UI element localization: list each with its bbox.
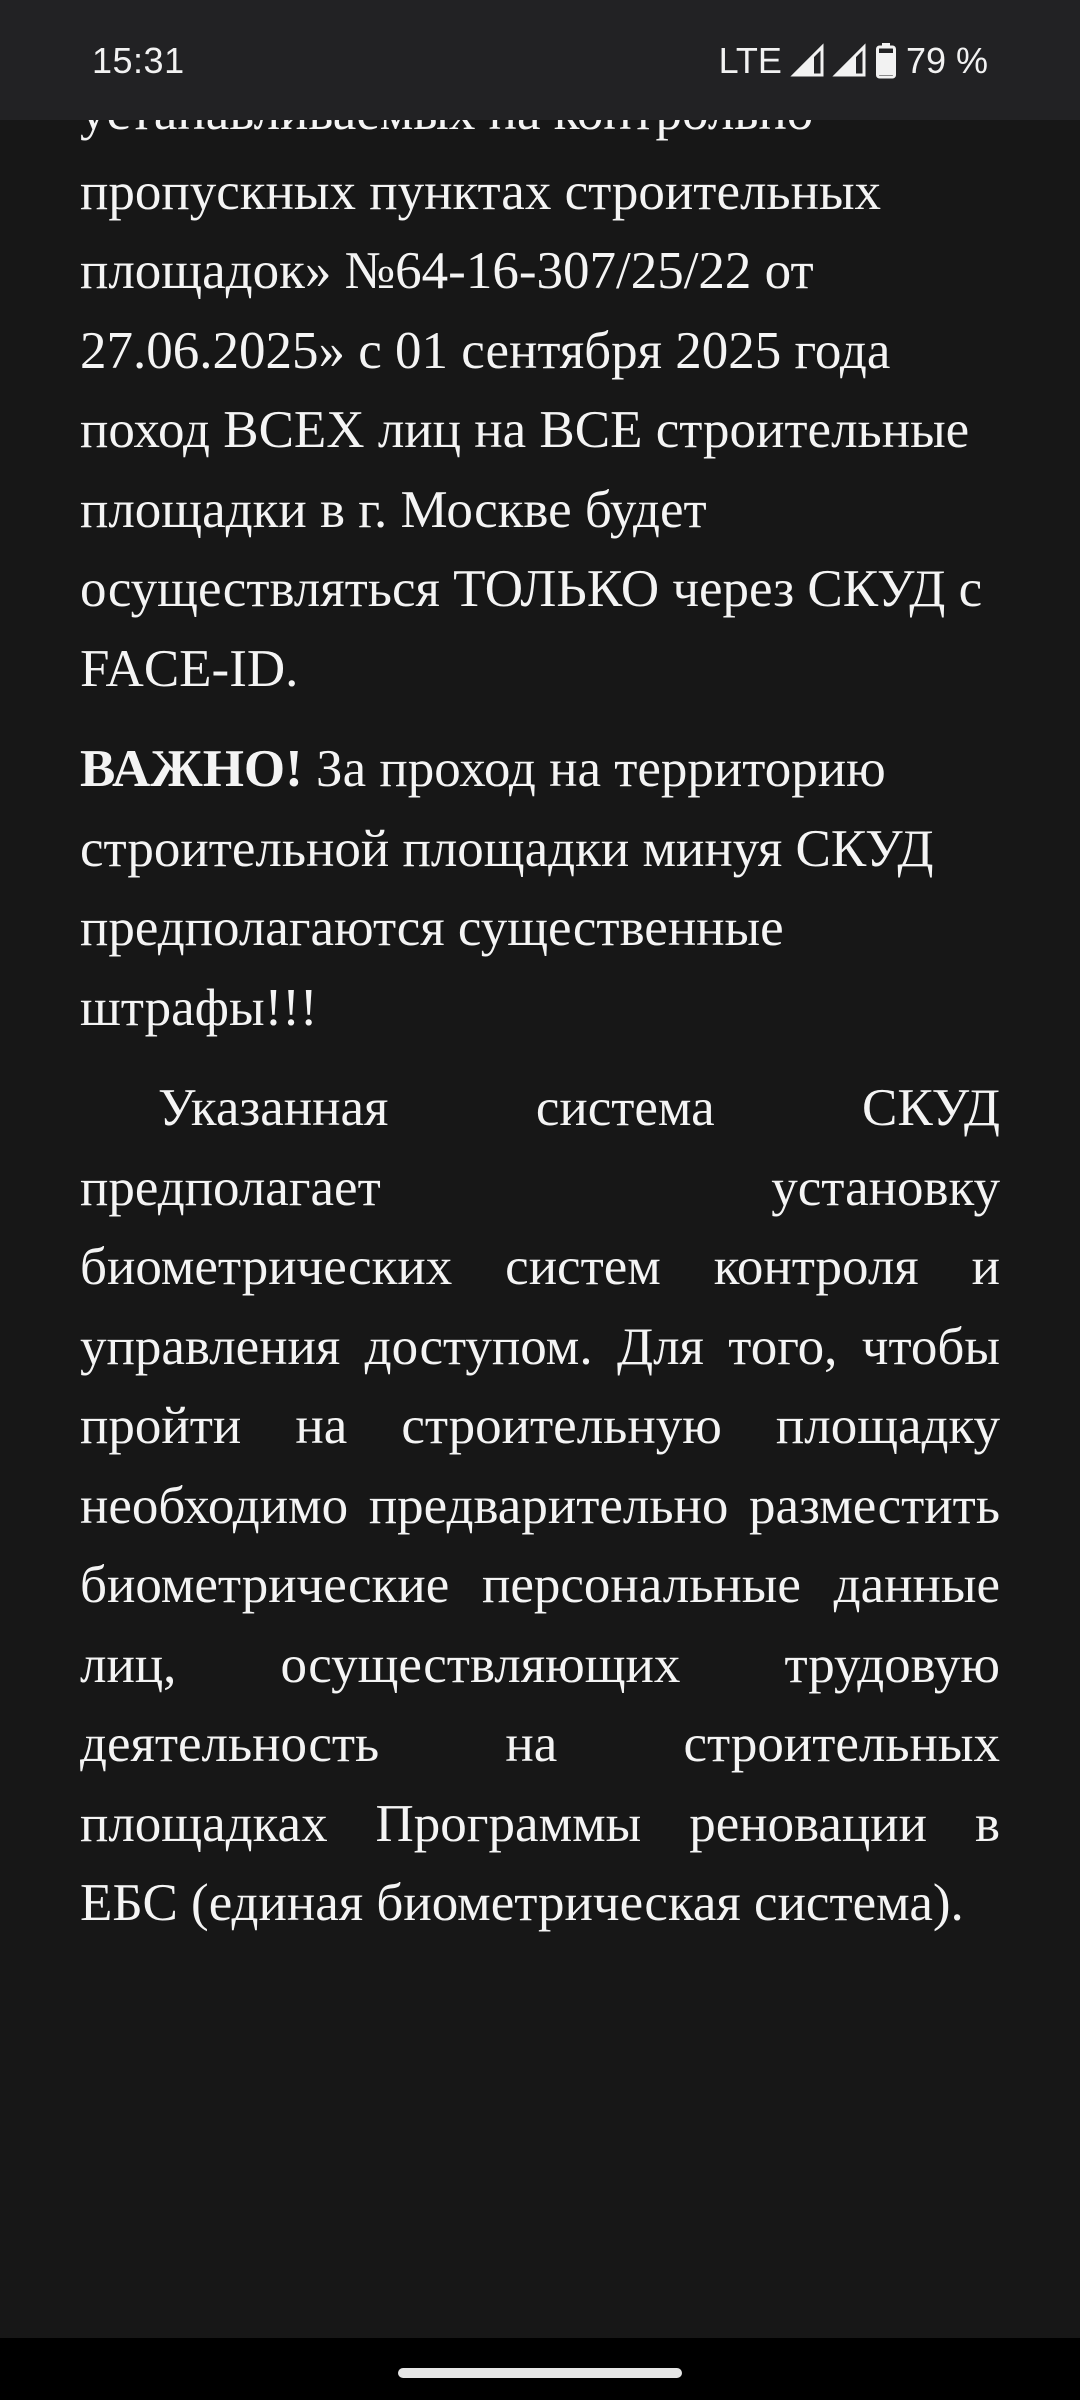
article-body (80, 73, 1000, 1944)
article-paragraph: Указанная система СКУД предполагает установку биометрических систем контроля и управления доступом. Для того, чтобы пройти на строительную площадку необходимо предварительно разместить биометрические персональные данные лиц, осуществляющих трудовую деятельность на строительных площадках Программы реновации в ЕБС (единая биометрическая система). (80, 1079, 1000, 1932)
battery-icon (876, 43, 896, 79)
navigation-bar (0, 2338, 1080, 2400)
article-paragraph-warning (80, 730, 1000, 1048)
warning-text: За проход на территорию строительной площадки минуя СКУД предполагаются существенные штрафы!!! (80, 740, 934, 1037)
home-gesture-handle[interactable] (398, 2368, 682, 2378)
article-view[interactable] (0, 120, 1080, 2338)
battery-percent: 79 % (905, 40, 988, 81)
status-indicators (719, 40, 988, 82)
signal-icon (834, 45, 866, 77)
important-label: ВАЖНО! (80, 740, 303, 798)
article-paragraph: пропускных пунктах строительных площадок» №64-16-307/25/22 от 27.06.2025» с 01 сентября 2025 года поход ВСЕХ лиц на ВСЕ строительные площадки в г. Москве будет осуществляться ТОЛЬКО через СКУД с FACE-ID. (80, 162, 983, 698)
status-time: 15:31 (92, 40, 185, 81)
network-type: LTE (718, 40, 782, 81)
signal-icon (792, 45, 824, 77)
status-bar (0, 0, 1080, 120)
